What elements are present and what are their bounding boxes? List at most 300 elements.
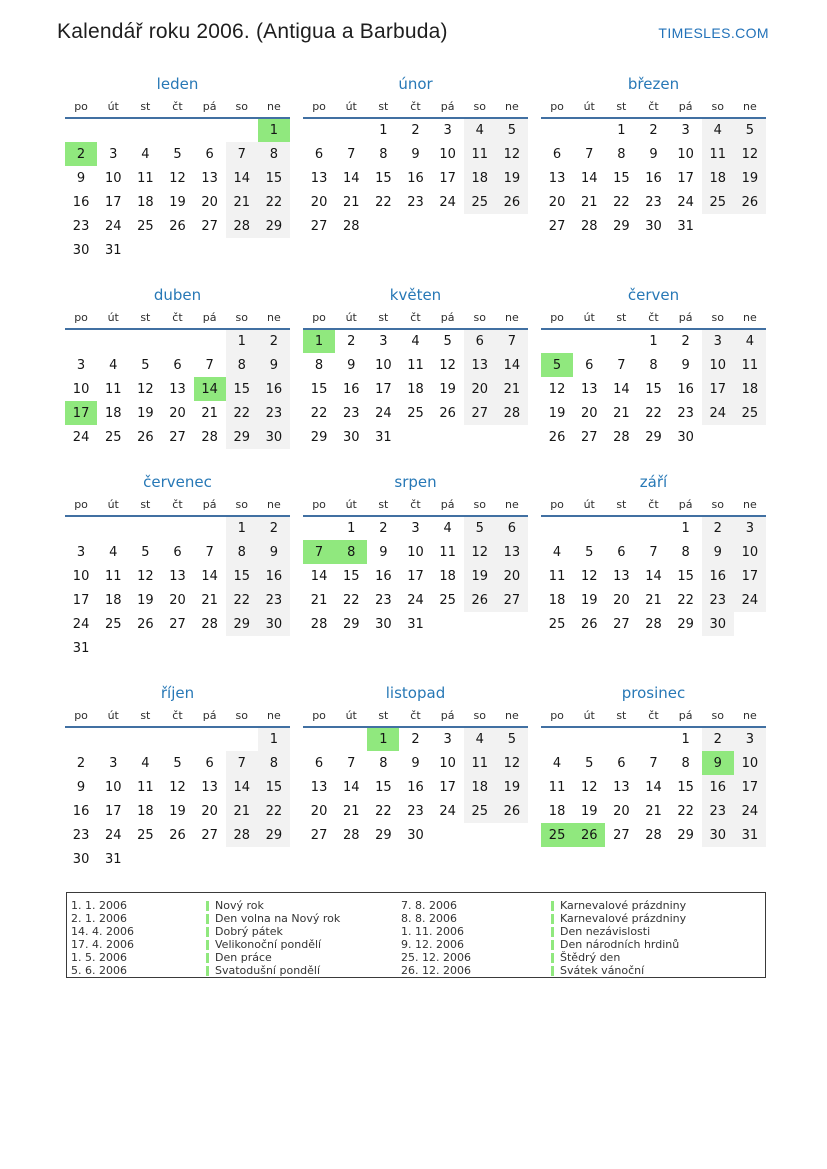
weekday-header: po (312, 311, 326, 324)
weekday-header: čt (172, 100, 183, 113)
holiday-marker-icon (206, 940, 209, 950)
holiday-marker-icon (206, 914, 209, 924)
day-cell: 13 (613, 779, 630, 795)
empty-cell (464, 425, 496, 449)
day-cell: 18 (548, 803, 566, 819)
weekday-header: čt (410, 709, 421, 722)
empty-cell (129, 847, 161, 871)
weekday-header: pá (678, 311, 693, 324)
weekday-header: so (473, 100, 486, 113)
day-cell: 31 (104, 242, 122, 258)
day-cell: 14 (496, 353, 528, 377)
day-cell: 19 (496, 166, 528, 190)
day-cell: 11 (548, 568, 566, 584)
day-cell: 13 (580, 381, 598, 397)
day-cell: 15 (342, 568, 360, 584)
day-cell: 16 (702, 564, 734, 588)
weekday-header: čt (172, 311, 183, 324)
empty-cell (702, 425, 734, 449)
day-cell: 1 (681, 732, 690, 747)
legend-holiday-name: Dobrý pátek (206, 925, 283, 938)
day-cell: 16 (72, 803, 90, 819)
day-cell: 19 (734, 166, 766, 190)
day-cell: 15 (375, 170, 392, 186)
day-cell: 9 (702, 540, 734, 564)
day-cell: 11 (104, 568, 122, 584)
day-cell: 28 (201, 616, 218, 632)
day-cell: 18 (464, 166, 496, 190)
empty-cell (194, 727, 226, 751)
day-cell: 22 (677, 803, 694, 819)
day-cell: 3 (734, 727, 766, 751)
weekday-header: út (583, 311, 595, 324)
weekday-header: ne (743, 311, 757, 324)
weekday-header: so (235, 311, 248, 324)
empty-cell (194, 516, 226, 540)
day-cell: 28 (645, 616, 662, 632)
weekday-header: po (550, 311, 564, 324)
weekday-header: pá (678, 498, 693, 511)
day-cell: 21 (226, 799, 258, 823)
month-title: prosinec (621, 684, 686, 702)
day-cell: 26 (169, 218, 186, 234)
weekday-header: ne (505, 100, 519, 113)
empty-cell (97, 727, 129, 751)
weekday-header: st (378, 498, 389, 511)
day-cell: 24 (72, 429, 90, 445)
day-cell: 11 (137, 779, 154, 795)
day-cell: 15 (310, 381, 328, 397)
empty-cell (65, 118, 97, 142)
day-cell: 21 (201, 592, 218, 608)
day-cell: 10 (734, 751, 766, 775)
day-cell: 22 (226, 588, 258, 612)
day-cell: 5 (541, 353, 573, 377)
weekday-header: ne (743, 709, 757, 722)
day-cell: 8 (681, 544, 690, 560)
weekday-header: út (583, 709, 595, 722)
weekday-header: ne (505, 498, 519, 511)
day-cell: 22 (613, 194, 630, 210)
day-cell: 20 (169, 405, 186, 421)
weekday-header: po (550, 498, 564, 511)
weekday-header: út (107, 311, 119, 324)
holiday-marker-icon (206, 953, 209, 963)
empty-cell (97, 118, 129, 142)
legend-row (401, 951, 765, 964)
legend-row (401, 912, 765, 925)
legend-holiday-name: Velikonoční pondělí (206, 938, 321, 951)
day-cell: 1 (226, 329, 258, 353)
legend-column-right (401, 899, 765, 977)
day-cell: 24 (439, 194, 456, 210)
weekday-header: ne (743, 498, 757, 511)
day-cell: 22 (375, 194, 392, 210)
day-cell: 4 (702, 118, 734, 142)
weekday-header: st (140, 100, 151, 113)
empty-cell (573, 516, 605, 540)
day-cell: 28 (342, 218, 360, 234)
day-cell: 25 (104, 429, 122, 445)
weekday-header: út (345, 709, 357, 722)
day-cell: 30 (72, 242, 90, 258)
day-cell: 29 (375, 827, 392, 843)
month-červen (541, 285, 766, 449)
day-cell: 22 (226, 401, 258, 425)
day-cell: 1 (649, 334, 658, 349)
month-title: listopad (385, 684, 446, 702)
day-cell: 17 (439, 170, 456, 186)
day-cell: 26 (439, 405, 456, 421)
day-cell: 17 (734, 775, 766, 799)
empty-cell (335, 727, 367, 751)
day-cell: 28 (310, 616, 328, 632)
day-cell: 19 (464, 564, 496, 588)
day-cell: 7 (649, 544, 658, 560)
day-cell: 20 (201, 194, 218, 210)
day-cell: 29 (677, 616, 694, 632)
empty-cell (226, 727, 258, 751)
day-cell: 12 (580, 779, 598, 795)
day-cell: 29 (226, 612, 258, 636)
day-cell: 30 (258, 425, 290, 449)
day-cell: 27 (169, 429, 186, 445)
day-cell: 5 (141, 357, 150, 373)
day-cell: 13 (169, 568, 186, 584)
day-cell: 21 (342, 194, 360, 210)
day-cell: 25 (104, 616, 122, 632)
day-cell: 21 (613, 405, 630, 421)
day-cell: 27 (464, 401, 496, 425)
day-cell: 14 (342, 779, 360, 795)
weekday-header: pá (440, 709, 455, 722)
day-cell: 1 (367, 727, 399, 751)
day-cell: 2 (379, 521, 388, 536)
day-cell: 4 (734, 329, 766, 353)
day-cell: 9 (702, 751, 734, 775)
empty-cell (65, 329, 97, 353)
day-cell: 3 (443, 732, 452, 747)
empty-cell (161, 847, 193, 871)
day-cell: 5 (443, 334, 452, 349)
day-cell: 20 (464, 377, 496, 401)
day-cell: 17 (72, 592, 90, 608)
day-cell: 21 (342, 803, 360, 819)
empty-cell (605, 727, 637, 751)
day-cell: 7 (585, 146, 594, 162)
day-cell: 2 (649, 123, 658, 138)
day-cell: 2 (411, 732, 420, 747)
month-březen (541, 74, 766, 238)
month-duben (65, 285, 290, 449)
day-cell: 11 (407, 357, 424, 373)
day-cell: 28 (645, 827, 662, 843)
day-cell: 23 (407, 194, 424, 210)
month-listopad (303, 683, 528, 847)
day-cell: 25 (464, 190, 496, 214)
empty-cell (573, 329, 605, 353)
legend-row (401, 964, 765, 977)
day-cell: 16 (72, 194, 90, 210)
day-cell: 12 (439, 357, 456, 373)
day-cell: 13 (169, 381, 186, 397)
empty-cell (194, 847, 226, 871)
holiday-marker-icon (551, 953, 554, 963)
day-cell: 17 (104, 803, 122, 819)
weekday-header: so (473, 709, 486, 722)
empty-cell (399, 425, 431, 449)
day-cell: 9 (347, 357, 356, 373)
weekday-header: st (616, 709, 627, 722)
day-cell: 3 (109, 146, 118, 162)
day-cell: 25 (464, 799, 496, 823)
empty-cell (226, 238, 258, 262)
day-cell: 12 (734, 142, 766, 166)
day-cell: 23 (645, 194, 662, 210)
day-cell: 8 (379, 146, 388, 162)
weekday-header: po (74, 100, 88, 113)
day-cell: 8 (258, 142, 290, 166)
day-cell: 8 (258, 751, 290, 775)
empty-cell (541, 329, 573, 353)
day-cell: 26 (137, 429, 154, 445)
empty-cell (496, 612, 528, 636)
day-cell: 23 (258, 401, 290, 425)
day-cell: 31 (734, 823, 766, 847)
legend-holiday-name: Karnevalové prázdniny (551, 912, 686, 925)
day-cell: 9 (411, 755, 420, 771)
day-cell: 19 (169, 803, 186, 819)
weekday-header: ne (267, 498, 281, 511)
day-cell: 11 (734, 353, 766, 377)
day-cell: 23 (375, 592, 392, 608)
holiday-marker-icon (206, 966, 209, 976)
day-cell: 13 (310, 170, 328, 186)
day-cell: 5 (496, 727, 528, 751)
day-cell: 1 (303, 329, 335, 353)
day-cell: 3 (702, 329, 734, 353)
weekday-header: ne (743, 100, 757, 113)
day-cell: 25 (439, 592, 456, 608)
month-prosinec (541, 683, 766, 847)
month-title: únor (398, 75, 433, 93)
day-cell: 1 (258, 118, 290, 142)
month-grid (65, 96, 290, 262)
day-cell: 5 (734, 118, 766, 142)
day-cell: 12 (169, 170, 186, 186)
day-cell: 21 (645, 592, 662, 608)
day-cell: 14 (194, 377, 226, 401)
day-cell: 21 (580, 194, 598, 210)
day-cell: 28 (580, 218, 598, 234)
day-cell: 9 (76, 170, 86, 186)
day-cell: 27 (613, 616, 630, 632)
month-title: duben (153, 286, 202, 304)
legend-date: 26. 12. 2006 (401, 964, 471, 977)
day-cell: 29 (310, 429, 328, 445)
holiday-marker-icon (551, 940, 554, 950)
weekday-header: pá (202, 311, 217, 324)
empty-cell (129, 636, 161, 660)
site-link[interactable]: TIMESLES.COM (658, 25, 769, 41)
weekday-header: čt (648, 709, 659, 722)
empty-cell (573, 118, 605, 142)
day-cell: 7 (226, 751, 258, 775)
day-cell: 17 (734, 564, 766, 588)
day-cell: 22 (258, 190, 290, 214)
day-cell: 10 (104, 170, 122, 186)
day-cell: 12 (464, 540, 496, 564)
empty-cell (573, 727, 605, 751)
day-cell: 29 (677, 827, 694, 843)
day-cell: 8 (226, 540, 258, 564)
day-cell: 3 (734, 516, 766, 540)
day-cell: 14 (201, 568, 218, 584)
day-cell: 17 (104, 194, 122, 210)
weekday-header: ne (505, 709, 519, 722)
day-cell: 4 (464, 727, 496, 751)
empty-cell (226, 847, 258, 871)
day-cell: 30 (375, 616, 392, 632)
legend-date: 1. 5. 2006 (71, 951, 127, 964)
day-cell: 9 (258, 540, 290, 564)
day-cell: 9 (379, 544, 388, 560)
empty-cell (464, 612, 496, 636)
day-cell: 18 (104, 592, 122, 608)
legend-row (71, 899, 401, 912)
empty-cell (702, 214, 734, 238)
month-grid (65, 494, 290, 660)
empty-cell (161, 516, 193, 540)
empty-cell (161, 238, 193, 262)
day-cell: 9 (411, 146, 420, 162)
weekday-header: so (711, 498, 724, 511)
day-cell: 23 (407, 803, 424, 819)
day-cell: 29 (645, 429, 662, 445)
weekday-header: st (140, 498, 151, 511)
empty-cell (541, 727, 573, 751)
day-cell: 27 (169, 616, 186, 632)
day-cell: 16 (342, 381, 360, 397)
legend-row (401, 899, 765, 912)
day-cell: 10 (439, 146, 456, 162)
day-cell: 17 (65, 401, 97, 425)
day-cell: 25 (734, 401, 766, 425)
day-cell: 12 (496, 751, 528, 775)
day-cell: 4 (109, 357, 118, 373)
legend-date: 1. 1. 2006 (71, 899, 127, 912)
weekday-header: po (312, 498, 326, 511)
day-cell: 12 (169, 779, 186, 795)
month-title: červenec (143, 473, 212, 491)
day-cell: 16 (407, 170, 424, 186)
day-cell: 19 (580, 592, 598, 608)
day-cell: 16 (407, 779, 424, 795)
legend-holiday-name: Svátek vánoční (551, 964, 644, 977)
day-cell: 6 (617, 544, 626, 560)
holiday-legend (66, 892, 766, 978)
day-cell: 27 (201, 218, 218, 234)
day-cell: 5 (173, 146, 182, 162)
day-cell: 7 (205, 544, 214, 560)
weekday-header: út (107, 100, 119, 113)
day-cell: 15 (258, 775, 290, 799)
legend-row (401, 938, 765, 951)
day-cell: 2 (258, 516, 290, 540)
page-title: Kalendář roku 2006. (Antigua a Barbuda) (57, 20, 448, 43)
empty-cell (258, 238, 290, 262)
day-cell: 30 (702, 612, 734, 636)
weekday-header: čt (172, 498, 183, 511)
day-cell: 27 (580, 429, 598, 445)
day-cell: 2 (702, 727, 734, 751)
day-cell: 30 (407, 827, 424, 843)
day-cell: 21 (310, 592, 328, 608)
legend-date: 9. 12. 2006 (401, 938, 464, 951)
legend-date: 1. 11. 2006 (401, 925, 464, 938)
day-cell: 4 (552, 755, 562, 771)
day-cell: 13 (548, 170, 566, 186)
weekday-header: út (345, 311, 357, 324)
empty-cell (194, 118, 226, 142)
day-cell: 9 (649, 146, 658, 162)
weekday-header: pá (440, 498, 455, 511)
empty-cell (194, 329, 226, 353)
empty-cell (129, 516, 161, 540)
weekday-header: so (473, 311, 486, 324)
weekday-header: so (711, 709, 724, 722)
day-cell: 26 (734, 190, 766, 214)
month-leden (65, 74, 290, 262)
day-cell: 17 (407, 568, 424, 584)
legend-date: 14. 4. 2006 (71, 925, 134, 938)
empty-cell (161, 727, 193, 751)
weekday-header: čt (410, 100, 421, 113)
day-cell: 22 (375, 803, 392, 819)
day-cell: 15 (375, 779, 392, 795)
weekday-header: pá (678, 709, 693, 722)
day-cell: 13 (201, 170, 218, 186)
day-cell: 17 (439, 779, 456, 795)
legend-holiday-name: Štědrý den (551, 951, 620, 964)
weekday-header: ne (505, 311, 519, 324)
empty-cell (161, 636, 193, 660)
day-cell: 18 (439, 568, 456, 584)
day-cell: 18 (548, 592, 566, 608)
weekday-header: st (140, 311, 151, 324)
holiday-marker-icon (206, 927, 209, 937)
holiday-marker-icon (551, 927, 554, 937)
day-cell: 23 (677, 405, 694, 421)
day-cell: 17 (677, 170, 694, 186)
day-cell: 14 (342, 170, 360, 186)
day-cell: 1 (379, 123, 388, 138)
holiday-marker-icon (206, 901, 209, 911)
empty-cell (432, 612, 464, 636)
empty-cell (734, 214, 766, 238)
weekday-header: po (550, 100, 564, 113)
month-grid (303, 705, 528, 847)
day-cell: 3 (76, 544, 86, 560)
weekday-header: čt (410, 498, 421, 511)
day-cell: 12 (137, 381, 154, 397)
day-cell: 30 (72, 851, 90, 867)
day-cell: 20 (169, 592, 186, 608)
day-cell: 5 (585, 755, 594, 771)
day-cell: 19 (439, 381, 456, 397)
day-cell: 10 (72, 568, 90, 584)
day-cell: 27 (310, 218, 328, 234)
